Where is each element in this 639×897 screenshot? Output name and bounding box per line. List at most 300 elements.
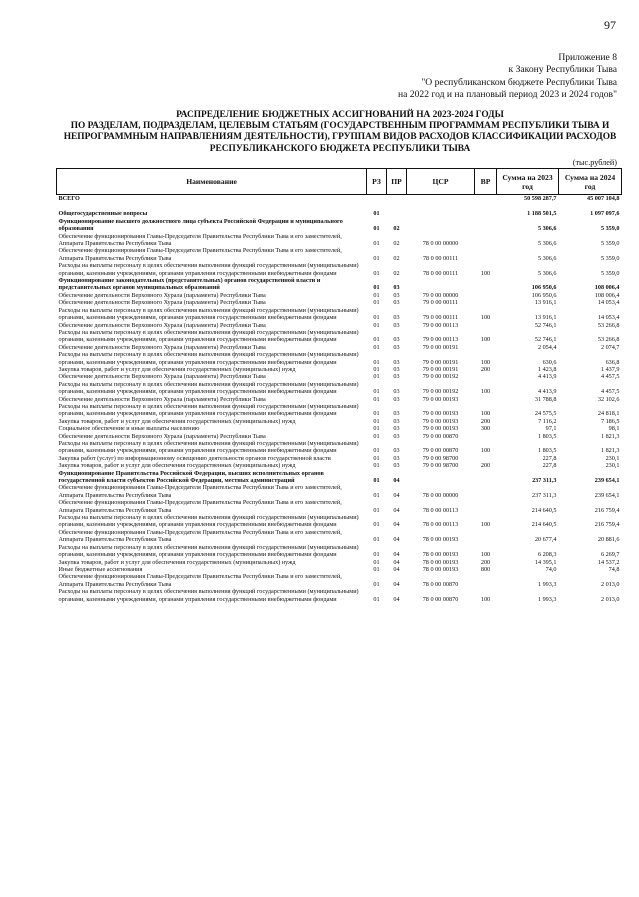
row-csr: 79 0 00 00191 [422, 343, 459, 351]
row-name: Закупка товаров, работ и услуг для обеспечения государственных (муниципальных) нужд [58, 462, 296, 470]
row-sum-2024: 239 654,1 [594, 491, 620, 499]
spacer-row [57, 202, 622, 210]
row-rz: 01 [373, 432, 380, 440]
row-rz: 01 [373, 373, 380, 381]
row-sum-2023: 6 208,3 [537, 551, 557, 559]
row-csr: 78 0 00 00870 [422, 595, 459, 603]
table-body [57, 195, 622, 603]
row-rz [367, 195, 387, 203]
row-rz: 01 [373, 299, 380, 307]
row-csr: 78 0 00 00193 [422, 558, 459, 566]
row-pr: 03 [393, 395, 400, 403]
row-pr: 03 [393, 462, 400, 470]
row-sum-2023: 74,0 [545, 565, 557, 573]
row-sum-2024: 2 013,0 [600, 580, 620, 588]
row-name: Обеспечение деятельности Верховного Хурала (парламента) Республики Тыва [58, 299, 266, 307]
row-pr: 03 [393, 432, 400, 440]
row-name: Расходы на выплаты персоналу в целях обеспечения выполнения функций государственными (муниципальными) органами, казенными учреждениями, органами управления государственными внебюджетными фондами [58, 328, 359, 344]
header-name: Наименование [57, 169, 367, 195]
row-pr: 03 [393, 388, 400, 396]
appendix-line: "О республиканском бюджете Республики Тыва [421, 76, 617, 88]
row-name: Закупка товаров, работ и услуг для обеспечения государственных (муниципальных) нужд [58, 365, 296, 373]
row-vr: 100 [480, 447, 491, 455]
row-name: Обеспечение функционирования Главы-Председателя Правительства Республики Тыва и его заместителей, Аппарата Правительства Республики Тыва [58, 247, 342, 262]
row-rz: 01 [373, 558, 380, 566]
row-name: Обеспечение деятельности Верховного Хурала (парламента) Республики Тыва [58, 321, 266, 329]
row-sum-2024: 6 269,7 [600, 551, 620, 559]
row-vr [475, 233, 497, 248]
row-rz: 01 [373, 491, 380, 499]
title-line: РАСПРЕДЕЛЕНИЕ БЮДЖЕТНЫХ АССИГНОВАНИЙ НА 2023-2024 ГОДЫ [176, 110, 504, 120]
row-sum-2024: 5 359,0 [600, 269, 620, 277]
row-vr: 200 [480, 462, 491, 470]
header-rz: РЗ [367, 169, 387, 195]
row-csr [407, 470, 475, 485]
row-sum-2023: 1 803,5 [537, 432, 557, 440]
row-pr: 03 [393, 365, 400, 373]
row-vr: 200 [480, 558, 491, 566]
row-sum-2023: 14 395,1 [534, 558, 557, 566]
row-rz: 01 [373, 314, 380, 322]
row-sum-2024: 216 759,4 [594, 506, 620, 514]
row-csr: 79 0 00 00000 [422, 291, 459, 299]
row-pr: 04 [393, 491, 400, 499]
row-name: Расходы на выплаты персоналу в целях обеспечения выполнения функций государственными (муниципальными) органами, казенными учреждениями, органами управления государственными внебюджетными фондами [58, 402, 359, 418]
appendix-line: Приложение 8 [558, 52, 617, 63]
row-csr: 79 0 00 00870 [422, 447, 459, 455]
row-vr: 100 [480, 336, 491, 344]
row-rz: 01 [373, 425, 380, 433]
row-name: Закупка товаров, работ и услуг для обеспечения государственных (муниципальных) нужд [58, 558, 296, 566]
units-label: (тыс.рублей) [572, 158, 617, 167]
row-name: Иные бюджетные ассигнования [58, 565, 143, 573]
row-sum-2023: 4 413,9 [537, 388, 557, 396]
header-sum-2024: Сумма на 2024 год [559, 169, 622, 195]
row-sum-2023: 52 746,1 [534, 321, 557, 329]
appendix-line: на 2022 год и на плановый период 2023 и 2024 годов" [398, 88, 617, 100]
row-name: Расходы на выплаты персоналу в целях обеспечения выполнения функций государственными (муниципальными) органами, казенными учреждениями, органами управления государственными внебюджетными фондами [58, 262, 359, 277]
row-name: Общегосударственные вопросы [58, 210, 148, 218]
row-pr: 03 [393, 417, 400, 425]
row-pr: 03 [393, 299, 400, 307]
row-name: ВСЕГО [58, 195, 80, 202]
row-vr [475, 322, 497, 329]
row-sum-2023: 1 423,8 [537, 365, 557, 373]
row-sum-2024: 5 359,0 [600, 254, 620, 262]
title-line: РЕСПУБЛИКАНСКОГО БЮДЖЕТА РЕСПУБЛИКИ ТЫВА [209, 143, 471, 154]
table-row [57, 322, 622, 329]
row-name: Обеспечение деятельности Верховного Хурала (парламента) Республики Тыва [58, 373, 266, 381]
table-row [57, 396, 622, 403]
row-name: Расходы на выплаты персоналу в целях обеспечения выполнения функций государственными (муниципальными) органами, казенными учреждениями, органами управления государственными внебюджетными фондами [58, 306, 359, 322]
row-sum-2023: 106 950,6 [531, 291, 557, 299]
appendix-header [398, 52, 617, 101]
row-rz: 01 [373, 254, 380, 262]
row-pr: 02 [393, 240, 400, 248]
row-name: Обеспечение деятельности Верховного Хурала (парламента) Республики Тыва [58, 432, 266, 440]
table-row [57, 566, 622, 573]
row-rz: 01 [373, 269, 380, 277]
row-name: Обеспечение функционирования Главы-Председателя Правительства Республики Тыва и его заместителей, Аппарата Правительства Республики Тыва [58, 499, 342, 514]
row-sum-2024: 636,8 [605, 358, 620, 366]
row-sum-2024: 32 102,6 [597, 395, 620, 403]
row-name: Обеспечение деятельности Верховного Хурала (парламента) Республики Тыва [58, 291, 266, 299]
row-name: Расходы на выплаты персоналу в целях обеспечения выполнения функций государственными (муниципальными) органами, казенными учреждениями, органами управления государственными внебюджетными фондами [58, 543, 359, 559]
row-vr [475, 210, 497, 217]
row-csr: 78 0 00 00111 [422, 269, 459, 277]
row-pr: 03 [393, 314, 400, 322]
table-row [57, 573, 622, 588]
row-sum-2024: 74,8 [608, 565, 620, 573]
table-row [57, 247, 622, 262]
row-pr: 03 [393, 373, 400, 381]
row-rz: 01 [373, 447, 380, 455]
row-sum-2023: 52 746,1 [534, 336, 557, 344]
table-row [57, 440, 622, 455]
row-name: Расходы на выплаты персоналу в целях обеспечения выполнения функций государственными (муниципальными) органами, казенными учреждениями, органами управления государственными внебюджетными фондами [58, 351, 359, 366]
row-sum-2024: 216 759,4 [594, 521, 620, 529]
row-sum-2023: 1 993,3 [537, 580, 557, 588]
row-rz: 01 [373, 536, 380, 544]
table-row [57, 425, 622, 432]
row-pr: 04 [393, 506, 400, 514]
row-csr: 79 0 00 00191 [422, 358, 459, 366]
table-row [57, 195, 622, 203]
table-row [57, 559, 622, 566]
row-vr [475, 195, 497, 203]
row-pr: 03 [393, 336, 400, 344]
row-sum-2024: 24 818,1 [597, 410, 620, 418]
row-rz: 01 [373, 454, 380, 462]
header-sum-2023: Сумма на 2023 год [497, 169, 559, 195]
row-vr [475, 455, 497, 462]
row-sum-2024: 4 457,5 [600, 373, 620, 381]
row-sum-2024: 7 186,5 [600, 417, 620, 425]
table-row [57, 329, 622, 344]
row-name: Закупка товаров, работ и услуг для обеспечения государственных (муниципальных) нужд [58, 417, 296, 425]
table-row [57, 418, 622, 425]
row-rz: 01 [373, 210, 380, 218]
row-csr: 79 0 00 00192 [422, 388, 459, 396]
page-number: 97 [604, 18, 616, 32]
row-sum-2024: 45 007 104,8 [587, 195, 620, 202]
row-rz: 01 [373, 388, 380, 396]
row-pr [387, 210, 407, 217]
row-vr: 100 [480, 358, 491, 366]
row-csr: 78 0 00 00193 [422, 551, 459, 559]
table-row [57, 484, 622, 499]
row-rz: 01 [373, 580, 380, 588]
row-vr: 200 [480, 417, 491, 425]
row-vr [475, 396, 497, 403]
row-vr [475, 299, 497, 306]
row-sum-2023: 20 677,4 [534, 536, 557, 544]
row-csr: 79 0 00 00111 [422, 299, 459, 307]
row-vr [475, 499, 497, 514]
row-sum-2023: 5 306,6 [537, 240, 557, 248]
row-sum-2023: 5 306,6 [537, 269, 557, 277]
row-sum-2024: 230,1 [605, 462, 620, 470]
row-rz: 01 [373, 506, 380, 514]
row-csr [407, 218, 475, 233]
table-row [57, 588, 622, 603]
row-vr [475, 292, 497, 299]
row-rz: 01 [373, 358, 380, 366]
row-sum-2024: 2 013,0 [600, 595, 620, 603]
row-rz: 01 [373, 595, 380, 603]
row-vr: 100 [480, 410, 491, 418]
table-row [57, 299, 622, 306]
table-row [57, 544, 622, 559]
row-sum-2023: 1 993,3 [537, 595, 557, 603]
row-csr: 79 0 00 00193 [422, 395, 459, 403]
row-sum-2023: 214 640,5 [531, 521, 557, 529]
row-pr [387, 195, 407, 203]
row-pr: 03 [393, 447, 400, 455]
row-vr [475, 484, 497, 499]
row-vr [475, 277, 497, 292]
row-vr [475, 373, 497, 380]
row-pr: 03 [393, 343, 400, 351]
header-csr: ЦСР [407, 169, 475, 195]
row-csr: 79 0 00 00113 [422, 336, 459, 344]
row-sum-2023: 227,8 [542, 462, 557, 470]
row-csr: 78 0 00 00113 [422, 506, 459, 514]
row-rz: 01 [373, 365, 380, 373]
document-title [60, 110, 620, 155]
row-vr [475, 470, 497, 485]
row-name: Обеспечение деятельности Верховного Хурала (парламента) Республики Тыва [58, 395, 266, 403]
row-pr: 03 [393, 358, 400, 366]
table-row [57, 529, 622, 544]
row-pr: 04 [393, 558, 400, 566]
row-csr: 78 0 00 00000 [422, 491, 459, 499]
row-sum-2024: 14 053,4 [597, 314, 620, 322]
row-name: Обеспечение функционирования Главы-Председателя Правительства Республики Тыва и его заместителей, Аппарата Правительства Республики Тыва [58, 573, 342, 588]
row-csr: 79 0 00 00113 [422, 321, 459, 329]
table-row [57, 470, 622, 485]
row-name: Обеспечение функционирования Главы-Председателя Правительства Республики Тыва и его заместителей, Аппарата Правительства Республики Тыва [58, 484, 342, 499]
row-sum-2023: 2 054,4 [537, 343, 557, 351]
appendix-line: к Закону Республики Тыва [508, 64, 617, 76]
spacer-cell [57, 202, 622, 210]
row-name: Функционирование Правительства Российской Федерации, высших исполнительных органов государственной власти субъектов Российской Федерации, местных администраций [58, 469, 324, 485]
row-sum-2023: 13 916,1 [534, 299, 557, 307]
row-vr: 100 [480, 314, 491, 322]
table-row [57, 455, 622, 462]
row-rz: 01 [373, 284, 380, 292]
row-vr [475, 573, 497, 588]
table-row [57, 210, 622, 217]
row-vr [475, 344, 497, 351]
table-row [57, 292, 622, 299]
row-csr: 79 0 00 00870 [422, 432, 459, 440]
row-sum-2023: 1 803,5 [537, 447, 557, 455]
row-sum-2024: 14 537,2 [597, 558, 620, 566]
row-vr: 100 [480, 521, 491, 529]
title-line: НЕПРОГРАММНЫМ НАПРАВЛЕНИЯМ ДЕЯТЕЛЬНОСТИ), ГРУППАМ ВИДОВ РАСХОДОВ КЛАССИФИКАЦИИ РАСХОДОВ [63, 132, 617, 143]
row-csr: 79 0 00 00111 [422, 314, 459, 322]
row-name: Обеспечение функционирования Главы-Председателя Правительства Республики Тыва и его заместителей, Аппарата Правительства Республики Тыва [58, 528, 342, 544]
row-sum-2023: 106 950,6 [531, 284, 557, 292]
row-vr: 100 [480, 551, 491, 559]
row-sum-2023: 227,8 [542, 454, 557, 462]
table-row [57, 462, 622, 469]
row-name: Функционирование высшего должностного лица субъекта Российской Федерации и муниципального образования [58, 217, 343, 233]
row-pr: 04 [393, 580, 400, 588]
row-vr: 100 [480, 269, 491, 277]
row-sum-2023: 5 306,6 [537, 225, 557, 233]
table-row [57, 233, 622, 248]
row-rz: 01 [373, 336, 380, 344]
table-row [57, 351, 622, 366]
row-sum-2023: 31 788,8 [534, 395, 557, 403]
row-pr: 04 [393, 551, 400, 559]
row-rz: 01 [373, 343, 380, 351]
row-sum-2024: 20 881,6 [597, 536, 620, 544]
table-row [57, 262, 622, 277]
row-sum-2023: 4 413,9 [537, 373, 557, 381]
row-pr: 04 [393, 477, 400, 485]
table-row [57, 344, 622, 351]
row-sum-2024: 53 266,8 [597, 321, 620, 329]
row-pr: 04 [393, 565, 400, 573]
row-csr: 78 0 00 00000 [422, 240, 459, 248]
row-vr: 100 [480, 388, 491, 396]
row-pr: 02 [393, 225, 400, 233]
row-sum-2024: 239 654,1 [594, 477, 620, 485]
row-csr [407, 277, 475, 292]
row-csr: 78 0 00 00193 [422, 565, 459, 573]
row-csr: 78 0 00 00870 [422, 580, 459, 588]
row-vr: 200 [480, 365, 491, 373]
row-name: Обеспечение функционирования Главы-Председателя Правительства Республики Тыва и его заместителей, Аппарата Правительства Республики Тыва [58, 232, 342, 248]
row-csr: 78 0 00 00193 [422, 536, 459, 544]
row-rz: 01 [373, 321, 380, 329]
row-pr: 03 [393, 284, 400, 292]
row-sum-2024: 53 266,8 [597, 336, 620, 344]
row-name: Социальное обеспечение и иные выплаты населению [58, 425, 200, 433]
row-rz: 01 [373, 477, 380, 485]
row-sum-2024: 98,1 [608, 425, 620, 433]
table-row [57, 366, 622, 373]
row-pr: 04 [393, 536, 400, 544]
row-name: Расходы на выплаты персоналу в целях обеспечения выполнения функций государственными (муниципальными) органами, казенными учреждениями, органами управления государственными внебюджетными фондами [58, 440, 359, 455]
row-sum-2024: 1 437,9 [600, 365, 620, 373]
table-row [57, 373, 622, 380]
row-sum-2024: 230,1 [605, 454, 620, 462]
row-rz: 01 [373, 410, 380, 418]
row-csr [407, 195, 475, 203]
row-csr [407, 210, 475, 217]
row-sum-2024: 5 359,0 [600, 240, 620, 248]
table-row [57, 381, 622, 396]
row-csr: 79 0 00 00193 [422, 425, 459, 433]
row-rz: 01 [373, 462, 380, 470]
row-sum-2024: 1 821,3 [600, 447, 620, 455]
row-pr: 02 [393, 254, 400, 262]
row-sum-2023: 5 306,6 [537, 254, 557, 262]
row-sum-2024: 1 821,3 [600, 432, 620, 440]
row-csr: 79 0 00 98700 [422, 454, 459, 462]
row-csr: 79 0 00 00193 [422, 410, 459, 418]
row-sum-2024: 2 074,7 [600, 343, 620, 351]
row-rz: 01 [373, 551, 380, 559]
row-pr: 04 [393, 595, 400, 603]
row-pr: 03 [393, 291, 400, 299]
row-sum-2023: 214 640,5 [531, 506, 557, 514]
row-csr: 79 0 00 00193 [422, 417, 459, 425]
table-row [57, 307, 622, 322]
row-vr [475, 218, 497, 233]
row-rz: 01 [373, 417, 380, 425]
row-sum-2023: 237 311,3 [532, 477, 557, 485]
row-sum-2024: 1 097 097,6 [590, 210, 620, 218]
row-vr: 300 [480, 425, 491, 433]
row-rz: 01 [373, 240, 380, 248]
row-rz: 01 [373, 521, 380, 529]
row-sum-2023: 13 916,1 [534, 314, 557, 322]
table-row [57, 433, 622, 440]
row-csr: 79 0 00 00191 [422, 365, 459, 373]
row-rz: 01 [373, 291, 380, 299]
row-name: Расходы на выплаты персоналу в целях обеспечения выполнения функций государственными (муниципальными) органами, казенными учреждениями, органами управления государственными внебюджетными фондами [58, 588, 359, 603]
row-name: Закупка работ (услуг) по информационному освещению деятельности органов государственной власти [58, 454, 331, 462]
row-sum-2023: 7 116,2 [538, 417, 557, 425]
table-row [57, 514, 622, 529]
row-rz: 01 [373, 565, 380, 573]
row-name: Расходы на выплаты персоналу в целях обеспечения выполнения функций государственными (муниципальными) органами, казенными учреждениями, органами управления государственными внебюджетными фондами [58, 514, 359, 529]
row-pr: 03 [393, 410, 400, 418]
row-sum-2024: 4 457,5 [600, 388, 620, 396]
row-sum-2023: 97,1 [545, 425, 557, 433]
row-sum-2023: 1 188 501,5 [527, 210, 557, 218]
row-name: Функционирование законодательных (представительных) органов государственной власти и представительных органов муниципальных образований [58, 277, 321, 292]
row-sum-2023: 50 598 287,7 [524, 195, 557, 202]
row-vr [475, 529, 497, 544]
row-sum-2024: 108 006,4 [594, 291, 620, 299]
title-line: ПО РАЗДЕЛАМ, ПОДРАЗДЕЛАМ, ЦЕЛЕВЫМ СТАТЬЯМ (ГОСУДАРСТВЕННЫМ ПРОГРАММАМ РЕСПУБЛИКИ ТЫВА И [70, 121, 610, 132]
row-csr: 79 0 00 98700 [422, 462, 459, 470]
table-row [57, 499, 622, 514]
row-sum-2023: 24 575,5 [534, 410, 557, 418]
row-csr: 79 0 00 00192 [422, 373, 459, 381]
row-vr: 100 [480, 595, 491, 603]
row-name: Обеспечение деятельности Верховного Хурала (парламента) Республики Тыва [58, 343, 266, 351]
row-sum-2023: 630,6 [542, 358, 557, 366]
row-sum-2024: 108 006,4 [594, 284, 620, 292]
row-vr [475, 247, 497, 262]
row-csr: 78 0 00 00111 [422, 254, 459, 262]
row-name: Расходы на выплаты персоналу в целях обеспечения выполнения функций государственными (муниципальными) органами, казенными учреждениями, органами управления государственными внебюджетными фондами [58, 380, 359, 396]
table-row [57, 403, 622, 418]
table-row [57, 277, 622, 292]
row-vr [475, 433, 497, 440]
row-pr: 04 [393, 521, 400, 529]
row-vr: 800 [480, 565, 491, 573]
row-csr: 78 0 00 00113 [422, 521, 459, 529]
row-rz: 01 [373, 395, 380, 403]
header-pr: ПР [387, 169, 407, 195]
row-pr: 03 [393, 321, 400, 329]
row-sum-2024: 5 359,0 [600, 225, 620, 233]
row-sum-2024: 14 053,4 [597, 299, 620, 307]
row-pr: 03 [393, 425, 400, 433]
row-rz: 01 [373, 225, 380, 233]
table-header-row [57, 169, 622, 195]
row-pr: 03 [393, 454, 400, 462]
row-sum-2023: 237 311,3 [531, 491, 557, 499]
